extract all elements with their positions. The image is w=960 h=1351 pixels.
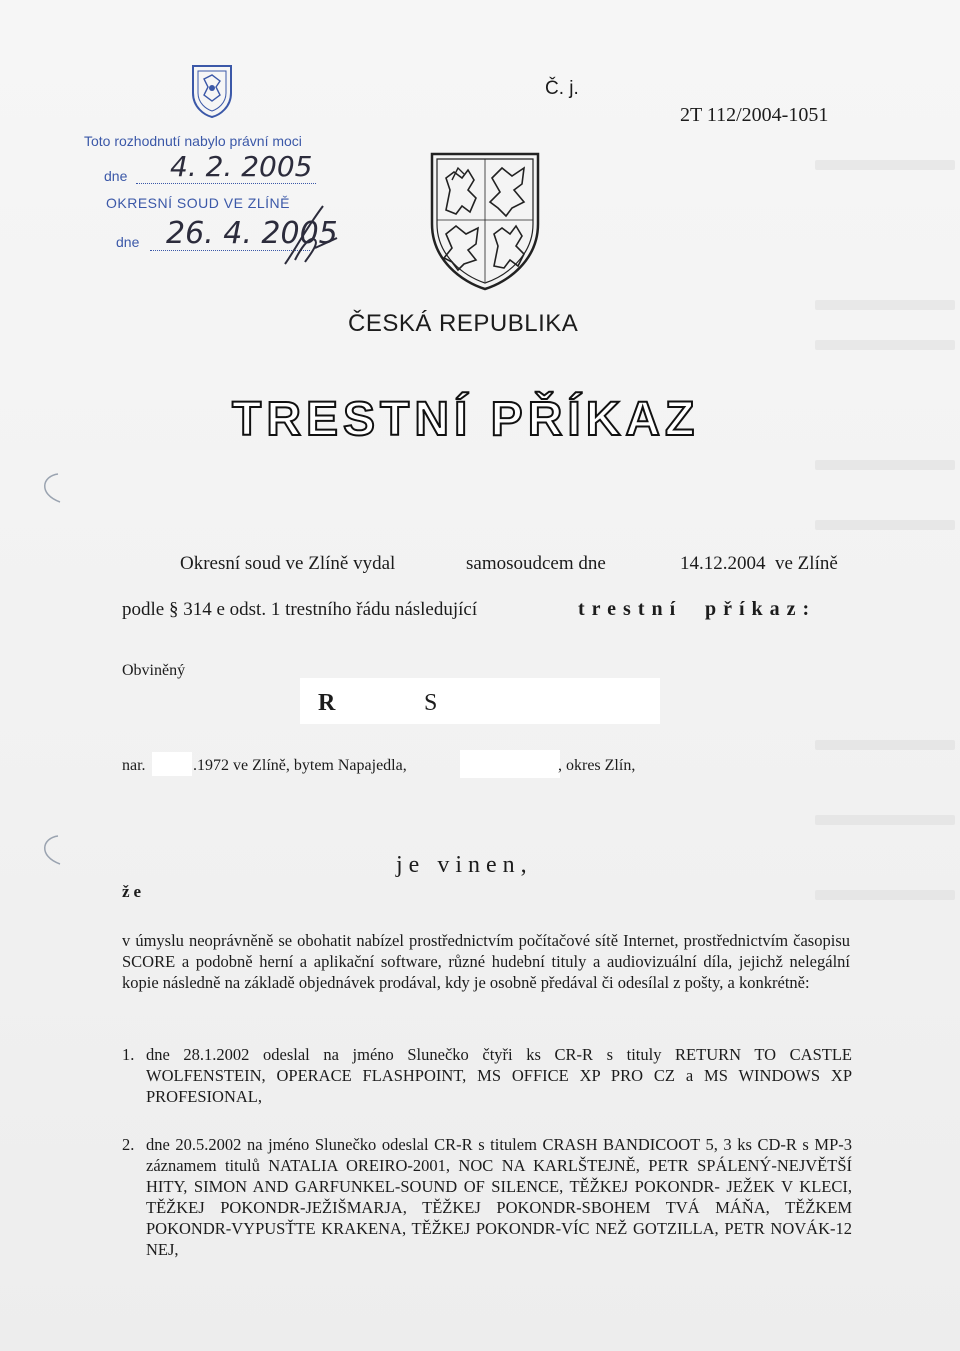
stamp-emblem-icon xyxy=(190,63,234,119)
bleed-through xyxy=(815,815,955,825)
legal-basis: podle § 314 e odst. 1 trestního řádu následující xyxy=(122,599,478,620)
order-word-1: trestní xyxy=(578,598,683,620)
redaction-box xyxy=(152,752,192,776)
list-item-number: 1. xyxy=(122,1045,135,1064)
bleed-through xyxy=(815,300,955,310)
punch-mark-icon xyxy=(30,830,70,870)
order-word-2: příkaz: xyxy=(705,598,817,620)
list-item-number: 2. xyxy=(122,1135,135,1154)
accused-birth-residence: .1972 ve Zlíně, bytem Napajedla, xyxy=(193,757,407,774)
redaction-box xyxy=(300,678,660,724)
bleed-through xyxy=(815,520,955,530)
stamp-dotted-line xyxy=(136,183,316,184)
verdict-paragraph: v úmyslu neoprávněně se obohatit nabízel prostřednictvím počítačové sítě Internet, prostřednictvím časopisu SCORE a podobně herní a aplikační software, různé hudební tituly a audiovizuální díla, jejichž nelegální kopie následně na základě objednávek prodával, kdy je osobně předával či odesílal z pošty, a konkrétně: xyxy=(122,931,850,992)
coat-of-arms-icon xyxy=(428,150,542,292)
state-name: ČESKÁ REPUBLIKA xyxy=(348,310,579,337)
intro-place: ve Zlíně xyxy=(775,553,838,574)
handwritten-date-1: 4. 2. 2005 xyxy=(170,150,313,183)
intro-date: 14.12.2004 xyxy=(680,553,766,574)
list-item-text: dne 20.5.2002 na jméno Slunečko odeslal CR-R s titulem CRASH BANDICOOT 5, 3 ks CD-R s MP-3 záznamem titulů NATALIA OREIRO-2001, NOC NA KARLŠTEJNĚ, PETR SPÁLENÝ-NEJVĚTŠÍ HITY, SIMON AND GARFUNKEL-SOUND OF SILENCE, TĚŽKEJ POKONDR- JEŽEK V KLECI, TĚŽKEJ POKONDR-JEŽIŠMARJA, TĚŽKEJ POKONDR-SBOHEM TVÁ MÁŇA, TĚŽKEM POKONDR-VYPUSŤTE KRAKENA, TĚŽKEJ POKONDR-VÍC NEŽ GOTZILLA, PETR NOVÁK-12 NEJ, xyxy=(146,1135,852,1259)
redaction-box xyxy=(460,750,560,778)
accused-initial-last: S xyxy=(424,690,438,716)
handwritten-date-2: 26. 4. 2005 xyxy=(166,216,338,251)
accused-district: , okres Zlín, xyxy=(558,757,636,774)
signature-icon xyxy=(275,200,345,270)
punch-mark-icon xyxy=(30,468,70,508)
intro-decision: samosoudcem dne xyxy=(466,553,606,574)
bleed-through xyxy=(815,340,955,350)
list-item xyxy=(122,1044,852,1107)
accused-initial-first: R xyxy=(318,690,336,716)
list-item xyxy=(122,1134,852,1260)
intro-court: Okresní soud ve Zlíně vydal xyxy=(180,553,396,574)
list-item-text: dne 28.1.2002 odeslal na jméno Slunečko čtyři ks CR-R s tituly RETURN TO CASTLE WOLFENSTEIN, OPERACE FLASHPOINT, MS OFFICE XP PRO CZ a MS WINDOWS XP PROFESIONAL, xyxy=(146,1045,852,1106)
case-number-label: Č. j. xyxy=(545,78,579,99)
stamp-line-1: Toto rozhodnutí nabylo právní moci xyxy=(84,133,302,149)
verdict-heading: je vinen, xyxy=(396,852,533,878)
accused-label: Obviněný xyxy=(122,662,186,679)
stamp-court: OKRESNÍ SOUD VE ZLÍNĚ xyxy=(106,195,290,211)
stamp-dne-label: dne xyxy=(116,234,140,250)
bleed-through xyxy=(815,890,955,900)
bleed-through xyxy=(815,460,955,470)
document-title: TRESTNÍ PŘÍKAZ xyxy=(232,393,700,446)
case-number: 2T 112/2004-1051 xyxy=(680,104,829,126)
stamp-date-label: dne xyxy=(104,168,128,184)
bleed-through xyxy=(815,740,955,750)
verdict-that: že xyxy=(122,882,146,901)
bleed-through xyxy=(815,160,955,170)
accused-birth-label: nar. xyxy=(122,757,146,774)
